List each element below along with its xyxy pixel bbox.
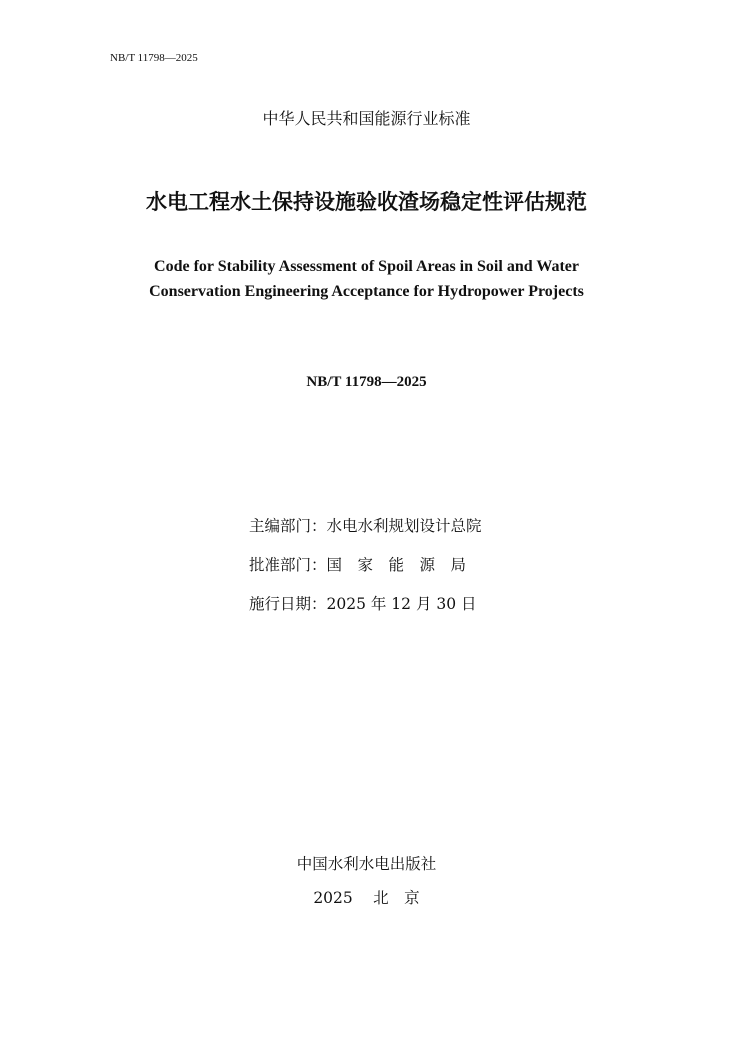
editor-department: 主编部门：水电水利规划设计总院	[249, 517, 482, 535]
approval-department: 批准部门：国 家 能 源 局	[249, 556, 467, 574]
title-chinese: 水电工程水土保持设施验收渣场稳定性评估规范	[146, 190, 587, 214]
header-standard-code: NB/T 11798—2025	[110, 52, 198, 64]
publication-year-place: 2025 北 京	[313, 889, 420, 907]
standard-number: NB/T 11798—2025	[306, 374, 427, 390]
effective-date: 施行日期：2025 年 12 月 30 日	[249, 595, 477, 613]
publisher-name: 中国水利水电出版社	[296, 855, 437, 873]
standard-category: 中华人民共和国能源行业标准	[262, 109, 471, 128]
title-english-line-1: Code for Stability Assessment of Spoil Areas in Soil and Water	[154, 258, 579, 275]
title-english-line-2: Conservation Engineering Acceptance for Hydropower Projects	[149, 283, 584, 300]
